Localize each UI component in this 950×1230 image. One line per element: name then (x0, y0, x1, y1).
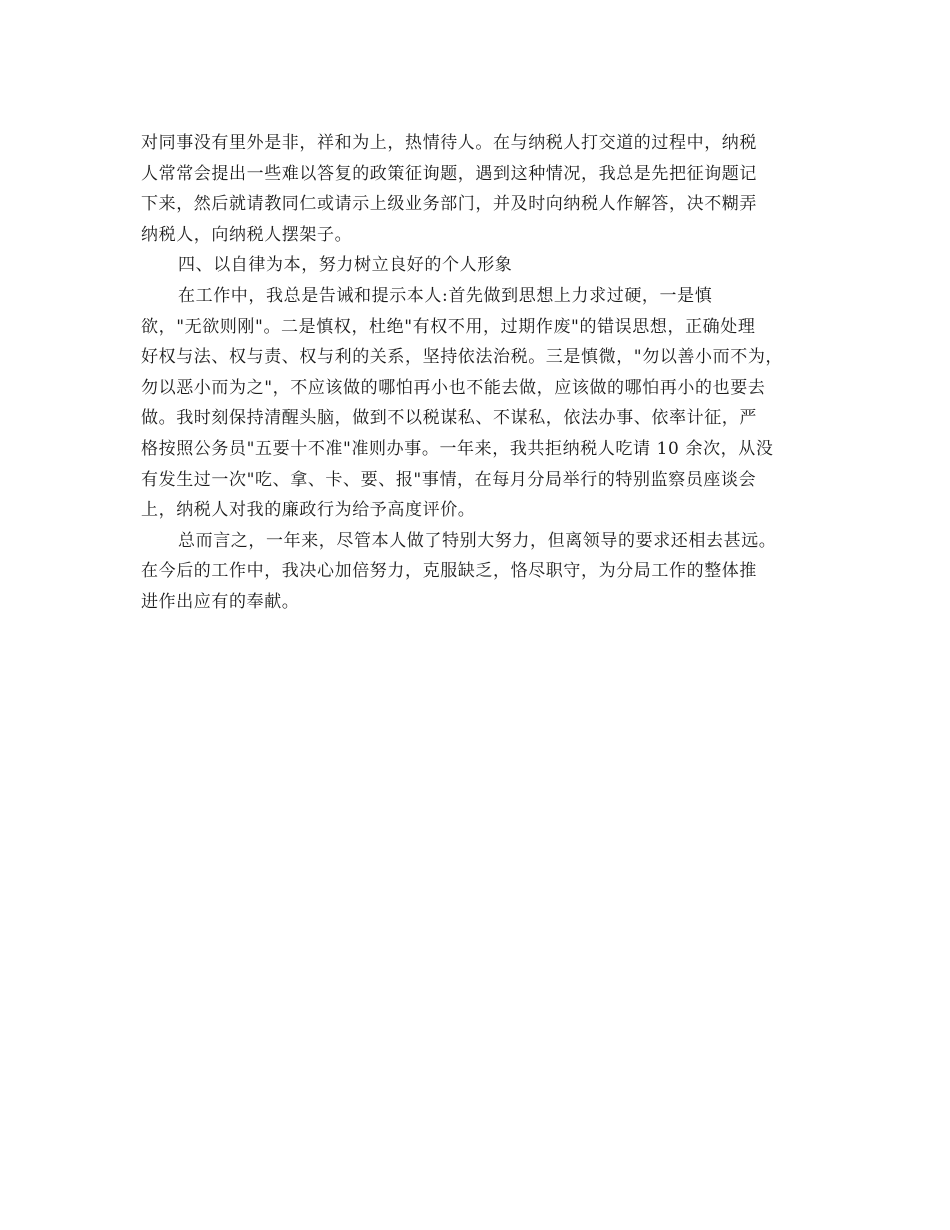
text-line: 总而言之，一年来，尽管本人做了特别大努力，但离领导的要求还相去甚远。 (178, 530, 777, 551)
text-line: 人常常会提出一些难以答复的政策征询题，遇到这种情况，我总是先把征询题记 (141, 163, 757, 184)
text-line: 下来，然后就请教同仁或请示上级业务部门，并及时向纳税人作解答，决不糊弄 (141, 194, 757, 215)
text-line: 有发生过一次"吃、拿、卡、要、报"事情，在每月分局举行的特别监察员座谈会 (141, 469, 757, 490)
text-line: 纳税人，向纳税人摆架子。 (141, 224, 353, 245)
text-line: 勿以恶小而为之"，不应该做的哪怕再小也不能去做，应该做的哪怕再小的也要去 (141, 377, 766, 398)
section-heading: 四、以自律为本，努力树立良好的个人形象 (178, 255, 513, 276)
text-line: 对同事没有里外是非，祥和为上，热情待人。在与纳税人打交道的过程中，纳税 (141, 133, 757, 153)
text-line: 好权与法、权与责、权与利的关系，坚持依法治税。三是慎微，"勿以善小而不为， (141, 347, 784, 368)
text-line: 欲，"无欲则刚"。二是慎权，杜绝"有权不用，过期作废"的错误思想，正确处理 (141, 316, 756, 337)
body-text (141, 128, 831, 618)
text-line: 上，纳税人对我的廉政行为给予高度评价。 (141, 500, 476, 521)
text-line: 在工作中，我总是告诫和提示本人:首先做到思想上力求过硬，一是慎 (178, 285, 713, 306)
text-line: 格按照公务员"五要十不准"准则办事。一年来，我共拒纳税人吃请 10 余次，从没 (141, 438, 774, 459)
text-line: 做。我时刻保持清醒头脑，做到不以税谋私、不谋私，依法办事、依率计征，严 (141, 408, 757, 429)
text-line: 进作出应有的奉献。 (141, 591, 300, 612)
text-line: 在今后的工作中，我决心加倍努力，克服缺乏，恪尽职守，为分局工作的整体推 (141, 561, 757, 582)
